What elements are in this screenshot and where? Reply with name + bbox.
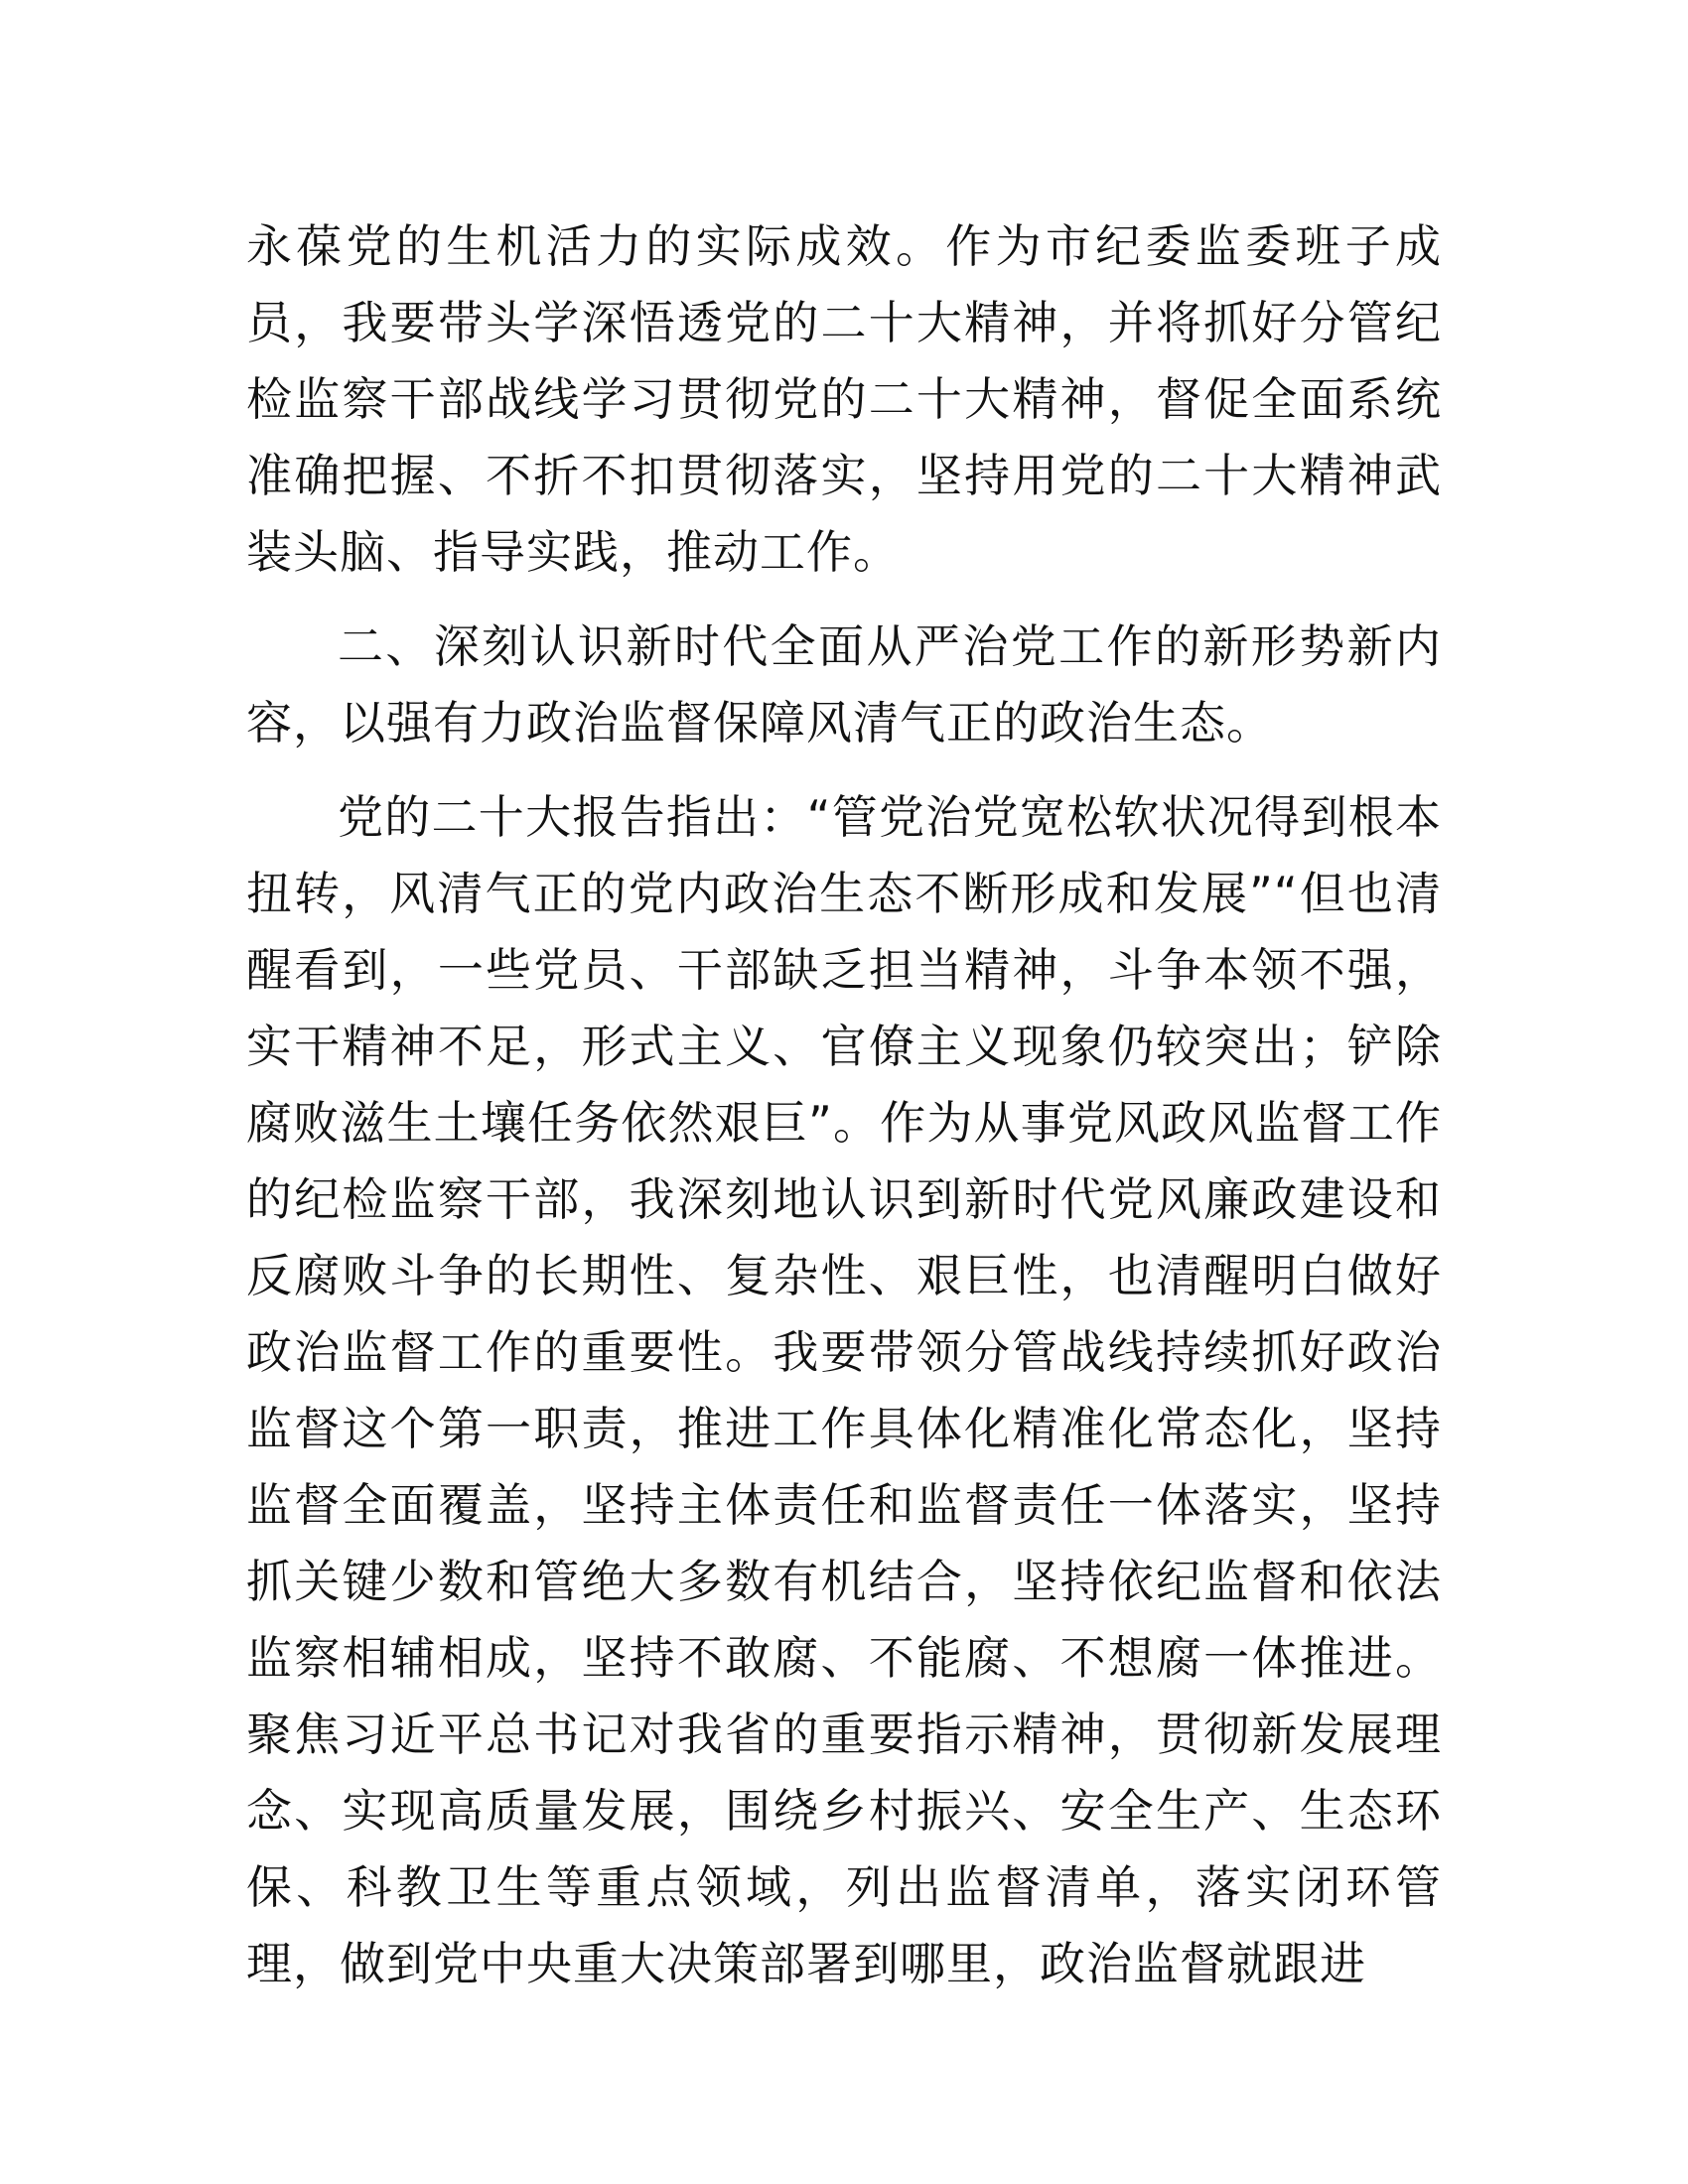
paragraph-continuation: 永葆党的生机活力的实际成效。作为市纪委监委班子成员，我要带头学深悟透党的二十大精神，并将抓好分管纪检监察干部战线学习贯彻党的二十大精神，督促全面系统准确把握、不折不扣贯彻落实，坚持用党的二十大精神武装头脑、指导实践，推动工作。 (246, 219, 1442, 579)
paragraph-body: 党的二十大报告指出：“管党治党宽松软状况得到根本扭转，风清气正的党内政治生态不断形成和发展”“但也清醒看到，一些党员、干部缺乏担当精神，斗争本领不强，实干精神不足，形式主义、官僚主义现象仍较突出；铲除腐败滋生土壤任务依然艰巨”。作为从事党风政风监督工作的纪检监察干部，我深刻地认识到新时代党风廉政建设和反腐败斗争的长期性、复杂性、艰巨性，也清醒明白做好政治监督工作的重要性。我要带领分管战线持续抓好政治监督这个第一职责，推进工作具体化精准化常态化，坚持监督全面覆盖，坚持主体责任和监督责任一体落实，坚持抓关键少数和管绝大多数有机结合，坚持依纪监督和依法监察相辅相成，坚持不敢腐、不能腐、不想腐一体推进。聚焦习近平总书记对我省的重要指示精神，贯彻新发展理念、实现高质量发展，围绕乡村振兴、安全生产、生态环保、科教卫生等重点领域，列出监督清单，落实闭环管理，做到党中央重大决策部署到哪里，政治监督就跟进 (246, 790, 1442, 1990)
section-heading-2: 二、深刻认识新时代全面从严治党工作的新形势新内容，以强有力政治监督保障风清气正的政治生态。 (246, 619, 1442, 750)
document-body (246, 208, 1442, 2002)
